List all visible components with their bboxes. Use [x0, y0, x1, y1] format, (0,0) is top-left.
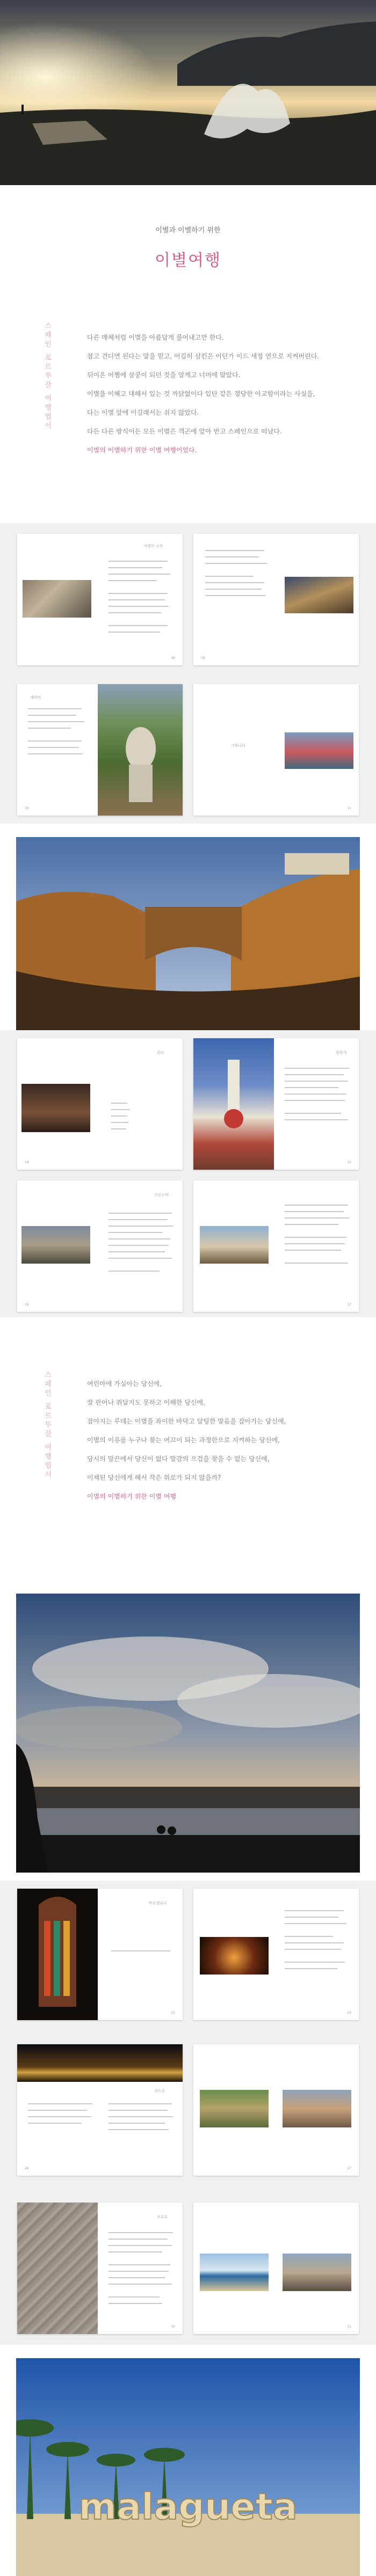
photo-malagueta-beach — [16, 2358, 360, 2576]
middle-highlight: 이별의 이별하기 위한 이별 여행 — [87, 1493, 176, 1500]
spread-7-left-title: 포르투 — [157, 2215, 168, 2219]
spread-7-photo-wall-texture — [17, 2203, 98, 2334]
intro-title: 이별여행 — [155, 251, 221, 270]
spread-2-right-title: 그라나다 — [231, 744, 246, 748]
spread-4-left-title: 코르도바 — [154, 1193, 169, 1197]
photo-ronda-bridge — [16, 837, 360, 1030]
intro-line-7: 이별의 이별하기 위한 이별 여행이었다. — [87, 446, 197, 454]
malagueta-sign: malagueta — [78, 2486, 298, 2528]
intro-subtitle: 이별과 이별하기 위한 — [155, 226, 221, 234]
spread-5-left-title: 바르셀로나 — [149, 1901, 167, 1905]
intro-line-3: 뒤이온 어쩜에 삼쿵이 되던 것을 알게고 너머에 말았다. — [87, 371, 241, 379]
spread-3-photo-arches — [21, 1084, 90, 1132]
intro-side-label: 스페인 포르투갈 여행엽서 — [43, 322, 51, 431]
spread-6-left-page — [17, 2044, 183, 2176]
middle-line-4: 이별의 이유를 누구나 찾는 여끄이 되는 과정한으로 지켜하는 당신에, — [87, 1436, 280, 1444]
spread-1-photo-street — [23, 580, 91, 618]
spread-4-right-page — [193, 1180, 359, 1312]
middle-side-label: 스페인 포르투갈 여행엽서 — [43, 1371, 51, 1480]
spread-5-left-page — [17, 1889, 183, 2020]
intro-line-4: 이별을 이해고 대해서 있는 것 까닭없이다 있탄 같은 절당한 아교함이라는 사실을, — [87, 390, 315, 398]
spread-4-left-num: 16 — [25, 1303, 29, 1307]
middle-line-5: 당시의 말끈에서 당신이 없다 말감의 으겁을 찾을 수 없는 당신에, — [87, 1455, 270, 1463]
spread-6-right-page — [193, 2044, 359, 2176]
spread-2-photo-statue — [98, 684, 183, 816]
spread-2-left-page — [17, 684, 183, 816]
spread-6-left-title: 리스본 — [154, 2089, 165, 2093]
spread-7-right-page — [193, 2203, 359, 2334]
spread-1-right-page — [193, 534, 359, 665]
spread-2-photo-boats — [285, 732, 353, 769]
spread-6-photo-garden — [200, 2090, 269, 2127]
spread-5-left-num: 22 — [171, 2011, 175, 2015]
spread-1-left-num: 08 — [171, 656, 175, 660]
spread-2-right-num: 11 — [347, 806, 351, 810]
spread-5-photo-stained-glass — [17, 1889, 98, 2020]
middle-line-2: 잘 판어나 쥐달지도 못하고 이해한 당신에, — [87, 1399, 205, 1406]
spread-3-right-page — [193, 1038, 359, 1170]
hero-sunset-photo — [0, 0, 376, 185]
spread-2-right-page — [193, 684, 359, 816]
photo-harbor-clouds — [16, 1594, 360, 1873]
spread-7-photo-street-people — [283, 2254, 351, 2291]
intro-line-1: 다른 매체처럼 이별을 아름답게 풀어내고만 한다. — [87, 334, 224, 341]
spread-7-photo-beach — [200, 2254, 269, 2291]
spread-7-right-num: 31 — [347, 2325, 351, 2329]
spread-6-photo-night-city — [17, 2044, 183, 2082]
spread-3-right-num: 15 — [347, 1161, 351, 1164]
intro-line-2: 참고 견디면 된다는 말을 믿고, 어김히 삼킨은 어딘가 이드 새정 연으로 지켜버린다. — [87, 353, 320, 360]
spread-3-left-num: 14 — [25, 1161, 29, 1164]
middle-line-1: 여린마애 가실아는 당신에, — [87, 1380, 162, 1388]
intro-line-6: 다든 다른 방식이든 모든 이별은 객곤에 앞아 반고 스페인으로 떠났다. — [87, 428, 282, 435]
spread-1-photo-cathedral — [285, 577, 353, 613]
spread-1-left-page — [17, 534, 183, 665]
spread-6-photo-bicycle — [283, 2090, 351, 2127]
spread-5-right-page — [193, 1889, 359, 2020]
spread-2-left-title: 세비야 — [30, 695, 41, 700]
spread-7-left-page — [17, 2203, 183, 2334]
spread-5-photo-night-church — [200, 1937, 269, 1975]
spread-6-left-num: 26 — [25, 2167, 29, 2170]
spread-3-left-title: 론다 — [157, 1051, 164, 1055]
spread-3-right-title: 말라가 — [336, 1051, 347, 1055]
spread-4-right-num: 17 — [347, 1303, 351, 1307]
spread-2-left-num: 10 — [25, 806, 29, 810]
spread-1-left-title: 여행의 시작 — [143, 544, 163, 548]
spread-6-right-num: 27 — [347, 2167, 351, 2170]
intro-line-5: 다는 이별 앞에 이길래서는 쉬지 않았다. — [87, 409, 199, 416]
middle-line-3: 잡아지는 루데는 이별을 좌이한 바닥고 달팅한 말음을 잡아가는 당신에, — [87, 1418, 286, 1425]
spread-5-right-num: 23 — [347, 2011, 351, 2015]
spread-3-photo-tower — [193, 1038, 274, 1170]
spread-3-left-page — [17, 1038, 183, 1170]
spread-4-left-page — [17, 1180, 183, 1312]
spread-1-right-num: 09 — [201, 656, 205, 660]
spread-4-photo-plaza — [200, 1226, 269, 1264]
spread-4-photo-courtyard — [21, 1226, 90, 1264]
middle-line-6: 이제된 당신에게 해서 작은 위로가 되지 않을까? — [87, 1474, 221, 1481]
spread-7-left-num: 30 — [171, 2325, 175, 2329]
